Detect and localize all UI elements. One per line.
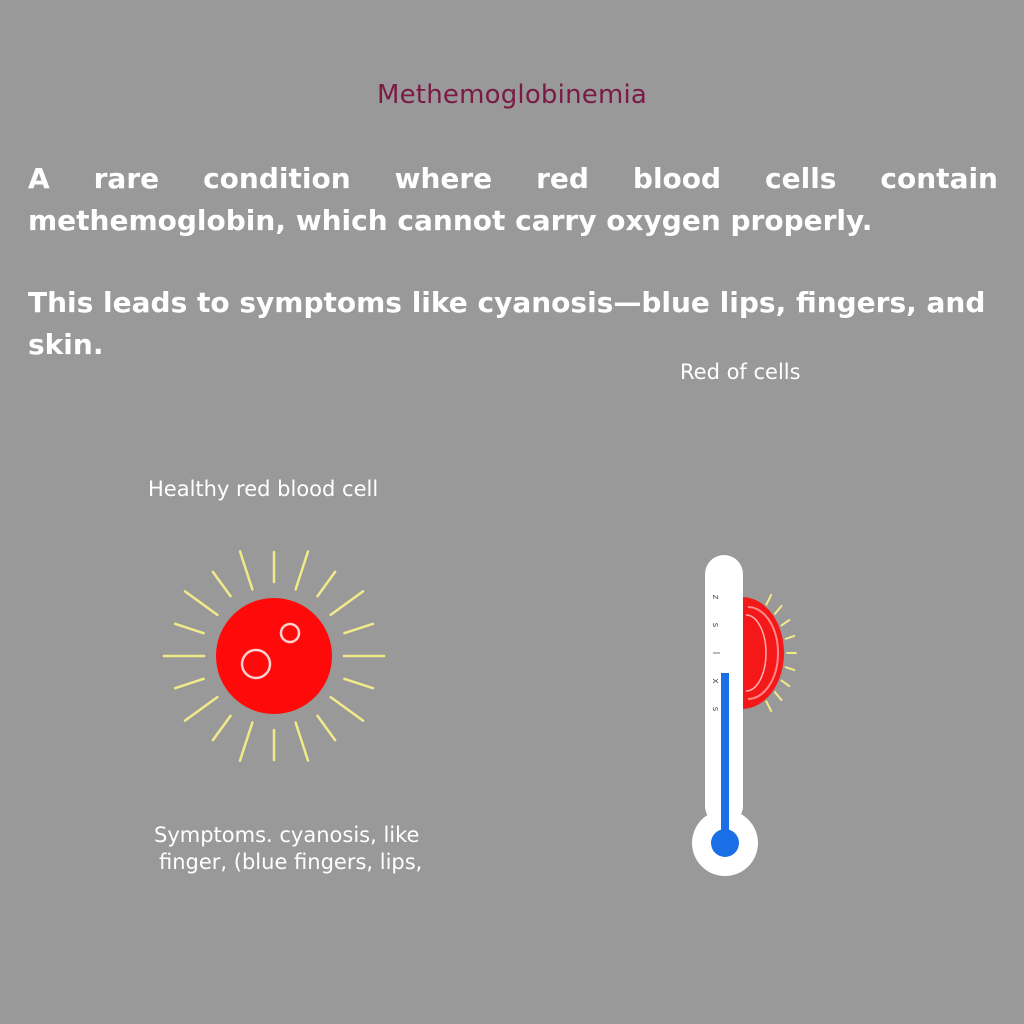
thermometer-ray: [766, 701, 771, 711]
cell-ray: [331, 591, 363, 615]
thermometer-ray: [781, 681, 789, 687]
cell-ray: [296, 551, 308, 589]
thermometer-illustration: [680, 545, 820, 885]
thermometer-ray: [775, 606, 782, 614]
scale-mark: x: [710, 678, 720, 684]
scale-mark: s: [710, 706, 720, 712]
description-paragraph: A rare condition where red blood cells contain methemoglobin, which cannot carry oxygen properly.: [28, 162, 998, 237]
thermometer-ray: [786, 667, 795, 670]
cell-ray: [331, 697, 363, 721]
scale-mark: z: [710, 594, 720, 600]
cell-ray: [344, 624, 373, 633]
symptoms-caption-line-2: finger, (blue fingers, lips,: [159, 850, 423, 874]
thermometer-ray: [786, 636, 795, 639]
thermometer-ray: [775, 692, 782, 700]
cell-ray: [344, 679, 373, 688]
cell-ray: [317, 716, 335, 740]
cell-ray: [175, 624, 204, 633]
cell-ray: [213, 716, 231, 740]
cell-ray: [185, 591, 217, 615]
healthy-red-blood-cell-illustration: [160, 548, 390, 768]
cell-ray: [213, 572, 231, 596]
red-blood-cell-icon: [216, 598, 332, 714]
mercury-bulb: [711, 829, 739, 857]
cell-ray: [296, 723, 308, 761]
healthy-cell-label: Healthy red blood cell: [148, 477, 379, 501]
symptoms-caption-line-1: Symptoms. cyanosis, like: [154, 823, 420, 847]
scale-mark: s: [710, 622, 720, 628]
scale-mark: l: [710, 651, 720, 655]
cell-ray: [240, 551, 252, 589]
symptoms-caption: [154, 822, 454, 876]
half-red-cell-icon: [742, 597, 784, 709]
cell-ray: [317, 572, 335, 596]
thermometer-ray: [766, 595, 771, 605]
cell-ray: [185, 697, 217, 721]
thermometer-ray: [781, 620, 789, 626]
red-of-cells-label: Red of cells: [680, 360, 801, 384]
page-title: Methemoglobinemia: [376, 80, 648, 110]
symptoms-paragraph: This leads to symptoms like cyanosis—blue lips, fingers, and skin.: [28, 286, 986, 361]
cell-ray: [240, 723, 252, 761]
cell-ray: [175, 679, 204, 688]
mercury-column: [721, 673, 729, 835]
